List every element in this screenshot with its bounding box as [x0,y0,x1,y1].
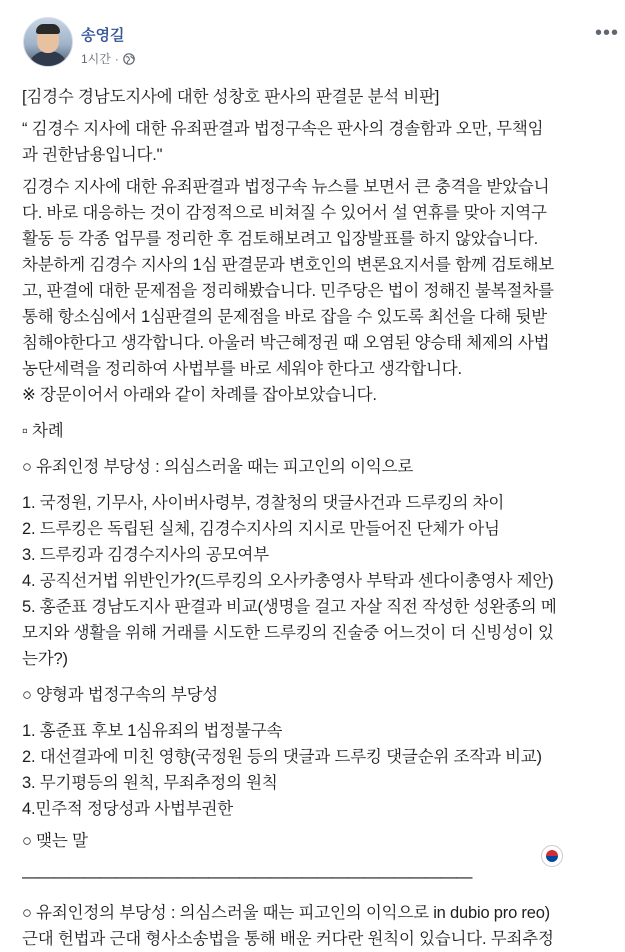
paragraph-line: 고, 판결에 대한 문제점을 정리해봤습니다. 민주당은 법이 정해진 불복절차를 [22,282,554,300]
post-header [0,0,625,80]
section1-repeat-heading: ○ 유죄인정의 부당성 : 의심스러울 때는 피고인의 이익으로 in dubio pro reo) [22,904,550,922]
avatar-body-shape [28,51,68,67]
quote-line-1: “ 김경수 지사에 대한 유죄판결과 법정구속은 판사의 경솔함과 오만, 무책임 [22,120,544,138]
text-divider: ————————————————————————————— [22,868,472,886]
list-item: 2. 대선결과에 미친 영향(국정원 등의 댓글과 드루킹 댓글순위 조작과 비교) [22,748,542,766]
section1-list [22,490,622,672]
section2-heading: ○ 양형과 법정구속의 부당성 [22,686,219,704]
list-item: 1. 홍준표 후보 1심유죄의 법정불구속 [22,722,283,740]
paragraph-line: 다. 바로 대응하는 것이 감정적으로 비쳐질 수 있어서 설 연휴를 맞아 지역구 [22,204,547,222]
paragraph-line: 농단세력을 정리하여 사법부를 바로 세워야 한다고 생각합니다. [22,360,462,378]
post-content [22,80,622,952]
paragraph-line: 차분하게 김경수 지사의 1심 판결문과 변호인의 변론요지서를 함께 검토해보 [22,256,554,274]
last-visible-line: 근대 헌법과 근대 형사소송법을 통해 배운 커다란 원칙이 있습니다. 무죄추정 [22,930,554,948]
list-item: 5. 홍준표 경남도지사 판결과 비교(생명을 걸고 자살 직전 작성한 성완종의 메 [22,598,557,616]
closing-heading: ○ 맺는 말 [22,832,88,850]
list-item: 모지와 생활을 위해 거래를 시도한 드루킹의 진술중 어느것이 더 신빙성이 있 [22,624,554,642]
list-item: 는가?) [22,650,68,668]
list-item: 1. 국정원, 기무사, 사이버사령부, 경찰청의 댓글사건과 드루킹의 차이 [22,494,505,512]
paragraph-line: 통해 항소심에서 1심판결의 문제점을 바로 잡을 수 있도록 최선을 다해 뒷받 [22,308,547,326]
list-item: 4. 공직선거법 위반인가?(드루킹의 오사카총영사 부탁과 센다이총영사 제안) [22,572,554,590]
quote-line-2: 과 권한남용입니다." [22,146,163,164]
paragraph-line: 김경수 지사에 대한 유죄판결과 법정구속 뉴스를 보면서 큰 충격을 받았습니 [22,178,550,196]
post-title: [김경수 경남도지사에 대한 성창호 판사의 판결문 분석 비판] [22,88,440,106]
paragraph-line: 침해야한다고 생각합니다. 아울러 박근혜정권 때 오염된 양승태 체제의 사법 [22,334,550,352]
paragraph-line: ※ 장문이어서 아래와 같이 차례를 잡아보았습니다. [22,386,377,404]
post-time[interactable]: 1시간 [81,52,111,66]
globe-icon[interactable] [123,53,135,65]
list-item: 4.민주적 정당성과 사법부권한 [22,800,233,818]
intro-paragraph [22,174,622,408]
list-item: 2. 드루킹은 독립된 실체, 김경수지사의 지시로 만들어진 단체가 아님 [22,520,500,538]
section2-list [22,718,622,822]
more-options-icon[interactable]: ••• [594,22,619,44]
flag-badge-icon [541,845,563,867]
paragraph-line: 활동 등 각종 업무를 정리한 후 검토해보려고 입장발표를 하지 않았습니다. [22,230,539,248]
list-item: 3. 무기평등의 원칙, 무죄추정의 원칙 [22,774,278,792]
avatar[interactable] [23,17,73,67]
section1-heading: ○ 유죄인정 부당성 : 의심스러울 때는 피고인의 이익으로 [22,458,414,476]
meta-separator: · [114,51,119,66]
post-meta [81,50,135,67]
author-name[interactable]: 송영길 [81,27,125,44]
list-item: 3. 드루킹과 김경수지사의 공모여부 [22,546,269,564]
toc-heading: ▫ 차례 [22,422,64,440]
avatar-hair-shape [36,24,60,34]
